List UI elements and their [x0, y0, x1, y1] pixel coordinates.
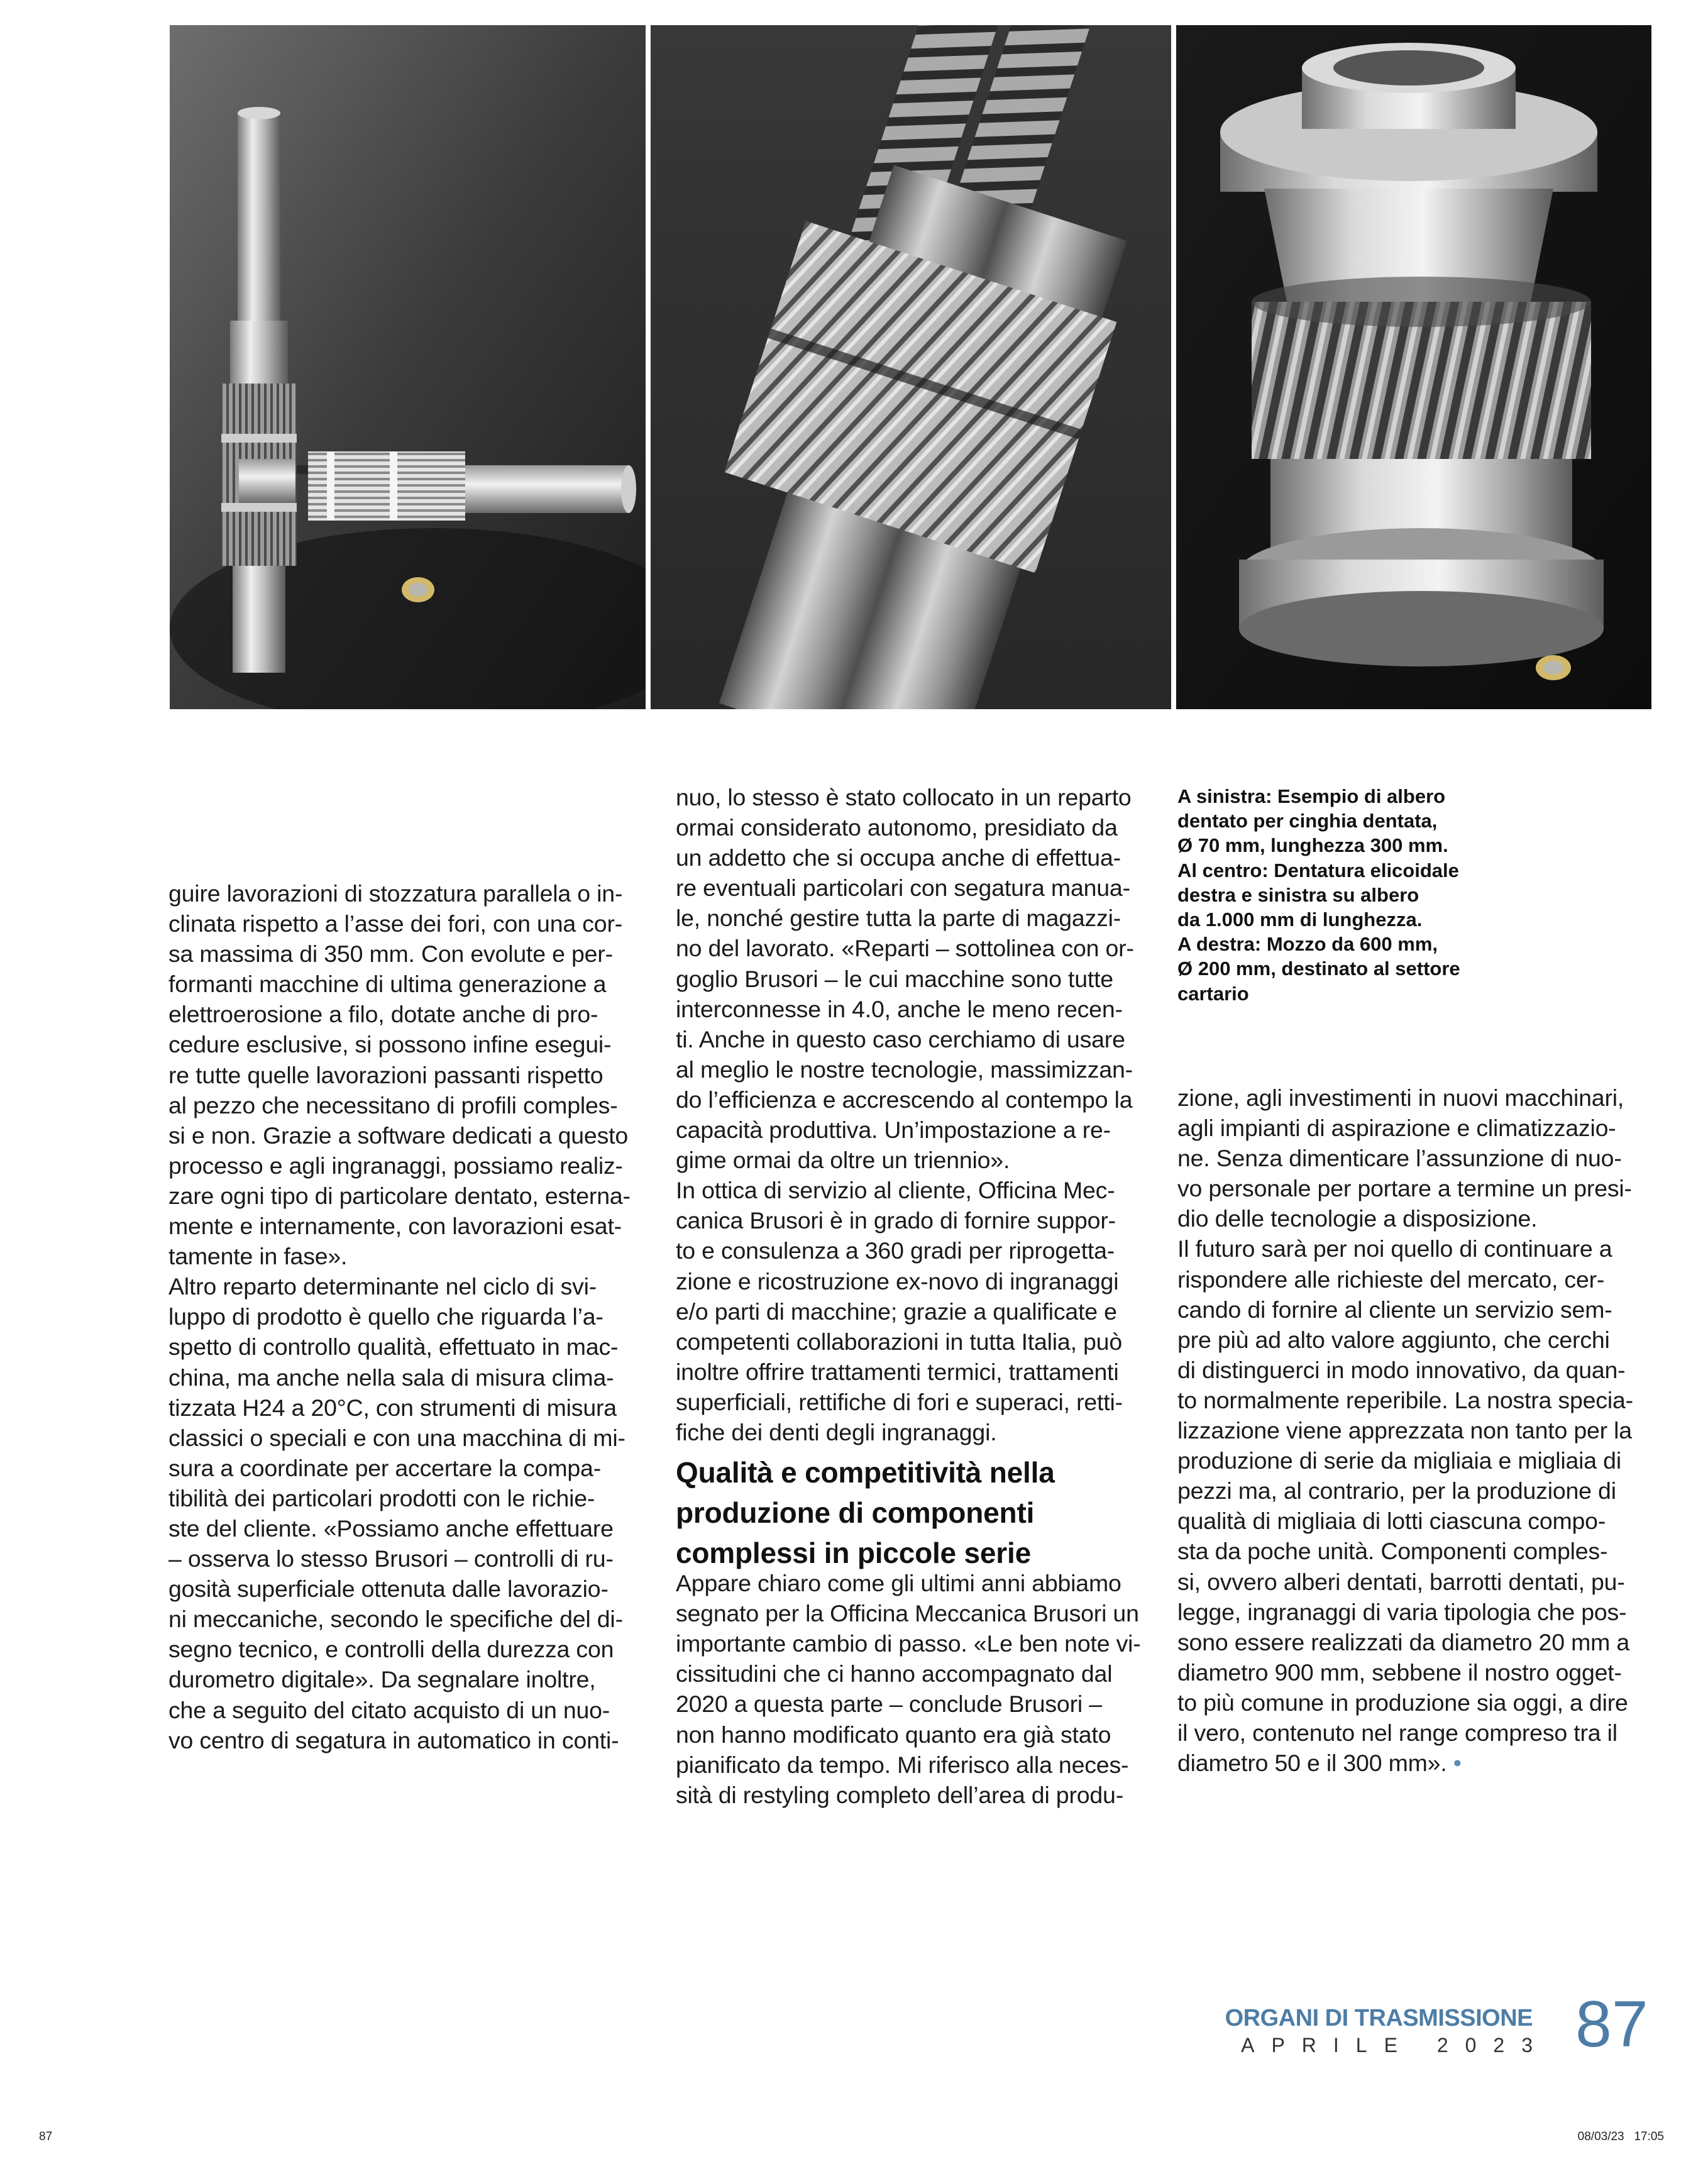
text-line: si e non. Grazie a software dedicati a questo — [168, 1122, 629, 1149]
center-photo-helical-shafts — [651, 25, 1171, 709]
text-line: gime ormai da oltre un triennio». — [676, 1147, 1010, 1174]
text-line: competenti collaborazioni in tutta Italia, può — [676, 1328, 1122, 1355]
text-line: clinata rispetto a l’asse dei fori, con una cor- — [168, 910, 623, 937]
page-number: 87 — [1575, 1988, 1648, 2061]
text-line: zare ogni tipo di particolare dentato, esterna- — [168, 1182, 631, 1209]
text-line: vo personale per portare a termine un presi- — [1177, 1175, 1632, 1202]
right-photo-gear-hub — [1176, 25, 1651, 709]
text-line: ne. Senza dimenticare l’assunzione di nuo- — [1177, 1145, 1622, 1172]
text-line: diametro 50 e il 300 mm». • — [1177, 1750, 1462, 1777]
caption-line: destra e sinistra su albero — [1177, 883, 1419, 906]
text-line: pianificato da tempo. Mi riferisco alla neces- — [676, 1751, 1129, 1778]
text-line: sa massima di 350 mm. Con evolute e per- — [168, 941, 613, 968]
text-line: ti. Anche in questo caso cerchiamo di usare — [676, 1025, 1125, 1052]
photo-caption — [1177, 784, 1617, 1006]
text-line: pezzi ma, al contrario, per la produzione di — [1177, 1477, 1616, 1504]
text-line: il vero, contenuto nel range compreso tra il — [1177, 1719, 1617, 1746]
footer-page-ref: 87 — [39, 2130, 53, 2143]
text-line: china, ma anche nella sala di misura clima- — [168, 1364, 614, 1391]
caption-line: Al centro: Dentatura elicoidale — [1177, 859, 1459, 881]
text-line: al meglio le nostre tecnologie, massimizzan- — [676, 1056, 1133, 1083]
text-line: sura a coordinate per accertare la compa- — [168, 1454, 601, 1481]
text-line: classici o speciali e con una macchina di mi- — [168, 1424, 625, 1451]
text-line: cando di fornire al cliente un servizio sem- — [1177, 1296, 1612, 1323]
text-line: legge, ingranaggi di varia tipologia che pos- — [1177, 1598, 1627, 1625]
section-heading: produzione di componenti — [676, 1496, 1035, 1530]
section-heading: Qualità e competitività nella — [676, 1456, 1055, 1489]
text-line: qualità di migliaia di lotti ciascuna compo- — [1177, 1508, 1606, 1535]
text-line: Il futuro sarà per noi quello di continuare a — [1177, 1235, 1612, 1262]
text-line: In ottica di servizio al cliente, Officina Mec- — [676, 1177, 1115, 1204]
end-of-article-mark: • — [1446, 1750, 1462, 1777]
text-line: cedure esclusive, si possono infine esegui- — [168, 1031, 612, 1058]
text-line: to più comune in produzione sia oggi, a dire — [1177, 1689, 1628, 1716]
text-line: ste del cliente. «Possiamo anche effettuare — [168, 1515, 614, 1542]
magazine-title: ORGANI DI TRASMISSIONE — [1225, 2005, 1533, 2031]
text-line: zione, agli investimenti in nuovi macchinari, — [1177, 1085, 1624, 1111]
caption-line: A destra: Mozzo da 600 mm, — [1177, 933, 1438, 956]
text-line: guire lavorazioni di stozzatura parallela o in- — [168, 880, 623, 907]
article-column-1 — [168, 878, 646, 1755]
text-line: pre più ad alto valore aggiunto, che cerchi — [1177, 1326, 1610, 1353]
text-line: un addetto che si occupa anche di effettua- — [676, 844, 1121, 871]
text-line: e/o parti di macchine; grazie a qualificate e — [676, 1298, 1117, 1325]
text-line: gosità superficiale ottenuta dalle lavorazio- — [168, 1576, 609, 1603]
text-line: fiche dei denti degli ingranaggi. — [676, 1418, 997, 1445]
magazine-masthead — [1155, 2004, 1550, 2058]
text-line: to normalmente reperibile. La nostra specia- — [1177, 1386, 1633, 1413]
text-line: lizzazione viene apprezzata non tanto per la — [1177, 1417, 1632, 1444]
text-line: zione e ricostruzione ex-novo di ingranaggi — [676, 1267, 1119, 1295]
text-line: do l’efficienza e accrescendo al contempo la — [676, 1086, 1133, 1113]
text-line: no del lavorato. «Reparti – sottolinea con or- — [676, 935, 1134, 962]
text-line: re tutte quelle lavorazioni passanti rispetto — [168, 1061, 603, 1088]
text-line: produzione di serie da migliaia e migliaia di — [1177, 1447, 1621, 1474]
caption-line: dentato per cinghia dentata, — [1177, 810, 1438, 832]
caption-line: cartario — [1177, 982, 1249, 1005]
text-line: si, ovvero alberi dentati, barrotti dentati, pu- — [1177, 1568, 1625, 1595]
text-line: spetto di controllo qualità, effettuato in mac- — [168, 1333, 619, 1361]
text-line: to e consulenza a 360 gradi per riprogetta- — [676, 1237, 1115, 1264]
caption-line: Ø 70 mm, lunghezza 300 mm. — [1177, 834, 1448, 857]
text-line: segno tecnico, e controlli della durezza con — [168, 1636, 614, 1663]
text-line: processo e agli ingranaggi, possiamo realiz- — [168, 1152, 623, 1179]
text-line: tibilità dei particolari prodotti con le richie- — [168, 1484, 595, 1511]
text-line: sità di restyling completo dell’area di produ- — [676, 1781, 1123, 1808]
caption-line: A sinistra: Esempio di albero — [1177, 785, 1446, 807]
text-line: rispondere alle richieste del mercato, cer- — [1177, 1266, 1605, 1293]
article-column-2 — [676, 782, 1160, 1810]
text-line: non hanno modificato quanto era già stato — [676, 1721, 1111, 1748]
text-line: ni meccaniche, secondo le specifiche del di- — [168, 1606, 623, 1633]
section-heading: complessi in piccole serie — [676, 1537, 1031, 1570]
text-line: mente e internamente, con lavorazioni esat- — [168, 1213, 622, 1240]
text-line: inoltre offrire trattamenti termici, trattamenti — [676, 1358, 1119, 1385]
text-line: cissitudini che ci hanno accompagnato dal — [676, 1660, 1113, 1687]
text-line: Altro reparto determinante nel ciclo di svi- — [168, 1273, 597, 1300]
text-line: goglio Brusori – le cui macchine sono tutte — [676, 965, 1113, 992]
text-line: luppo di prodotto è quello che riguarda l’a- — [168, 1303, 603, 1330]
text-line: capacità produttiva. Un’impostazione a re- — [676, 1117, 1111, 1144]
text-line: durometro digitale». Da segnalare inoltre, — [168, 1666, 596, 1693]
text-line: che a seguito del citato acquisto di un nuo- — [168, 1696, 610, 1723]
text-line: superficiali, rettifiche di fori e superaci, retti- — [676, 1388, 1123, 1415]
text-line: segnato per la Officina Meccanica Brusori un — [676, 1600, 1139, 1627]
text-line: 2020 a questa parte – conclude Brusori – — [676, 1691, 1102, 1718]
caption-line: da 1.000 mm di lunghezza. — [1177, 908, 1423, 931]
text-line: tizzata H24 a 20°C, con strumenti di misura — [168, 1394, 617, 1421]
magazine-issue-date: APRILE 2023 — [1241, 2034, 1550, 2056]
text-line: tamente in fase». — [168, 1243, 348, 1270]
text-line: – osserva lo stesso Brusori – controlli di ru- — [168, 1545, 614, 1572]
text-line: Appare chiaro come gli ultimi anni abbiamo — [676, 1570, 1121, 1597]
text-line: nuo, lo stesso è stato collocato in un reparto — [676, 784, 1132, 810]
article-column-3 — [1177, 1083, 1655, 1778]
text-line: diametro 900 mm, sebbene il nostro ogget- — [1177, 1659, 1622, 1686]
text-line: dio delle tecnologie a disposizione. — [1177, 1205, 1538, 1232]
text-line: re eventuali particolari con segatura manua- — [676, 875, 1130, 902]
text-line: sta da poche unità. Componenti comples- — [1177, 1538, 1608, 1565]
text-line: ormai considerato autonomo, presidiato da — [676, 814, 1118, 841]
text-line: al pezzo che necessitano di profili comples- — [168, 1091, 618, 1118]
text-line: importante cambio di passo. «Le ben note vi- — [676, 1630, 1141, 1657]
text-line: formanti macchine di ultima generazione a — [168, 971, 607, 998]
caption-line: Ø 200 mm, destinato al settore — [1177, 958, 1460, 980]
text-line: canica Brusori è in grado di fornire suppor- — [676, 1207, 1116, 1234]
text-line: di distinguerci in modo innovativo, da quan- — [1177, 1356, 1626, 1383]
text-line: elettroerosione a filo, dotate anche di pro- — [168, 1001, 598, 1028]
footer-timestamp: 08/03/23 17:05 — [1577, 2130, 1664, 2143]
text-line: interconnesse in 4.0, anche le meno recen- — [676, 995, 1123, 1022]
text-line: le, nonché gestire tutta la parte di magazzi- — [676, 905, 1121, 932]
left-photo-splined-shaft — [170, 25, 646, 709]
text-line: agli impianti di aspirazione e climatizzazio- — [1177, 1115, 1616, 1142]
text-line: vo centro di segatura in automatico in conti- — [168, 1726, 619, 1753]
text-line: sono essere realizzati da diametro 20 mm a — [1177, 1628, 1630, 1655]
